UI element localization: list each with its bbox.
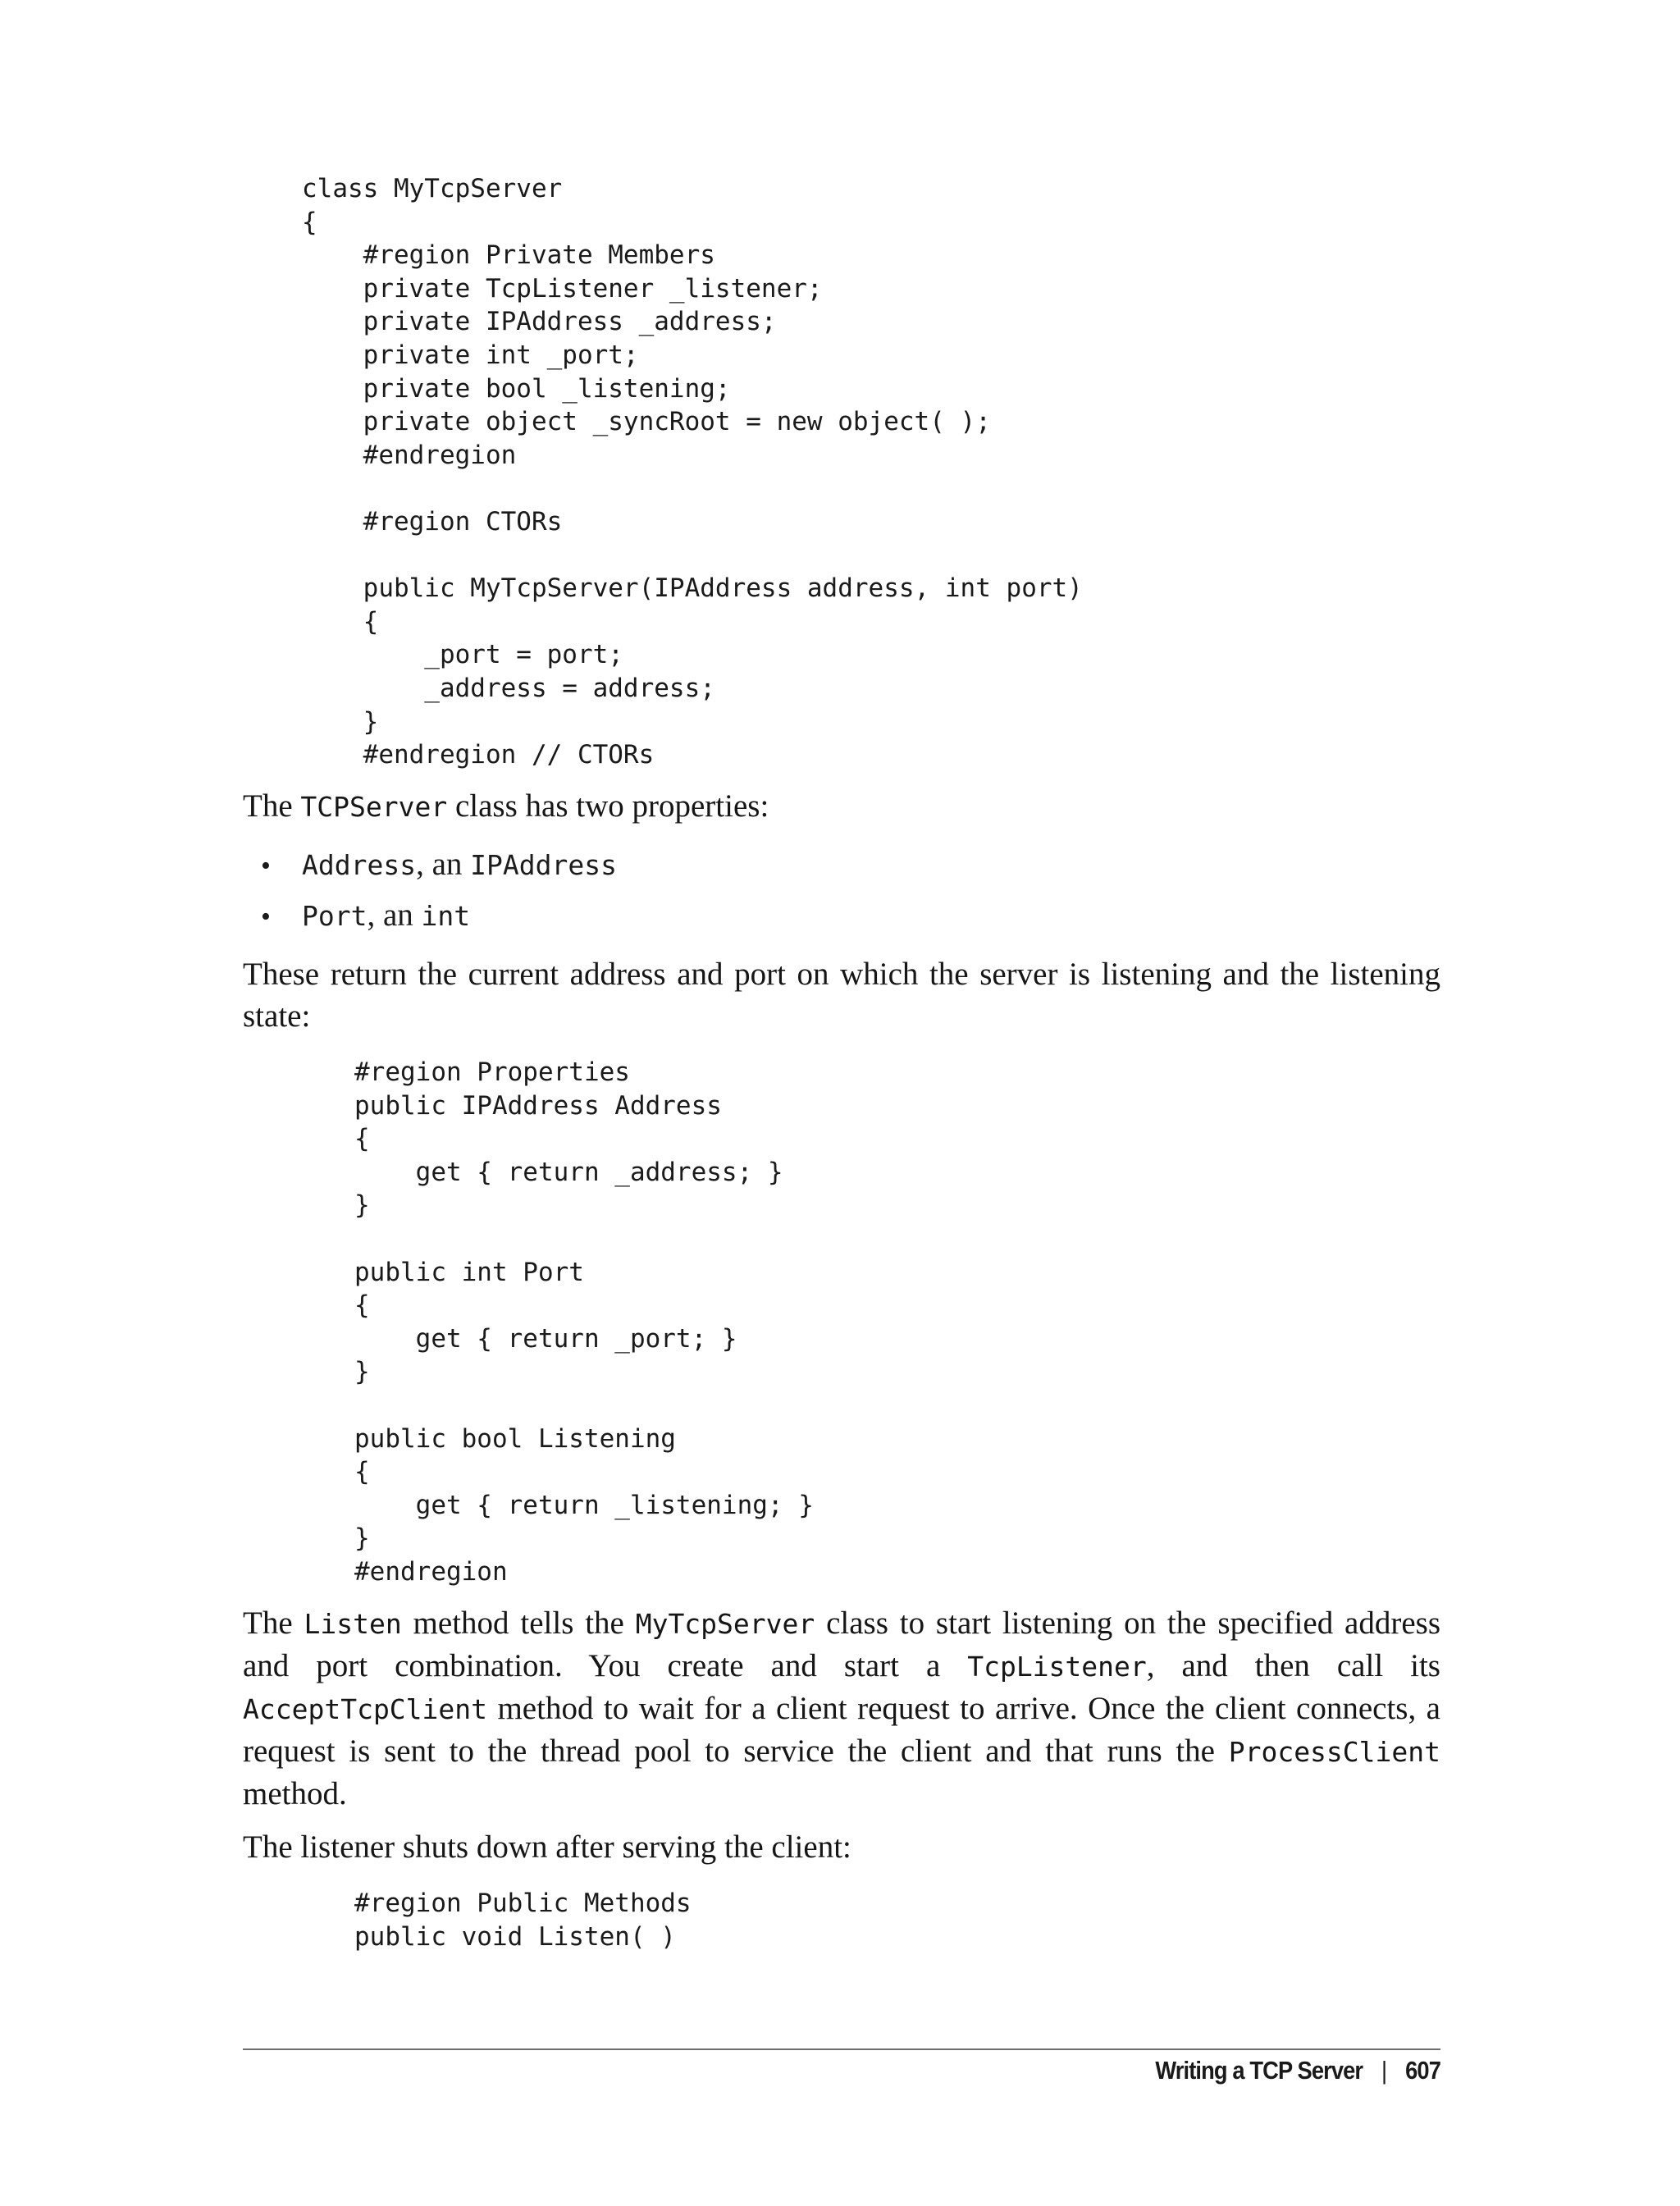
- footer-rule: [243, 2048, 1440, 2050]
- paragraph-properties-intro: [243, 785, 1440, 828]
- inline-code: Address: [302, 849, 417, 881]
- page-number: 607: [1405, 2056, 1440, 2085]
- code-block-class-definition: class MyTcpServer { #region Private Members private TcpListener _listener; private IPAddress _address; private int _port; private bool _listening; private object _syncRoot = new object( ); #endregion #region CTORs public MyTcpServer(IPAddress address, int port) { _port = port; _address = address; } #endregion // CTORs: [302, 174, 1083, 770]
- bullet-item-address: [261, 843, 617, 887]
- text-run: The: [243, 788, 301, 824]
- footer-section-title: Writing a TCP Server: [1155, 2056, 1363, 2085]
- bullet-icon: •: [261, 851, 271, 881]
- footer-separator: |: [1381, 2056, 1387, 2085]
- inline-code: IPAddress: [470, 849, 617, 881]
- text-run: The: [243, 1605, 304, 1641]
- text-run: class has two properties:: [447, 788, 769, 824]
- text-run: , an: [416, 847, 471, 882]
- inline-code: ProcessClient: [1228, 1736, 1440, 1768]
- text-run: , an: [367, 897, 422, 933]
- text-run: class to start listening on the specified address and port combination. You create and start a: [243, 1605, 1440, 1683]
- inline-code: Listen: [304, 1608, 402, 1640]
- inline-code: TCPServer: [300, 791, 448, 823]
- inline-code: TcpListener: [967, 1651, 1147, 1683]
- text-run: method.: [243, 1776, 347, 1811]
- bullet-item-port: [261, 894, 470, 938]
- paragraph-listen-method: [243, 1602, 1440, 1815]
- text-run: method tells the: [401, 1605, 636, 1641]
- inline-code: Port: [302, 900, 368, 932]
- inline-code: int: [421, 900, 471, 932]
- text-run: method to wait for a client request to arrive. Once the client connects, a request is sent to the thread pool to service the client and that runs the: [243, 1691, 1440, 1769]
- inline-code: AcceptTcpClient: [243, 1693, 488, 1725]
- page-footer: [1155, 2053, 1440, 2089]
- code-block-public-methods: #region Public Methods public void Listen( ): [354, 1889, 692, 1952]
- inline-code: MyTcpServer: [635, 1608, 815, 1640]
- text-run: , and then call its: [1146, 1648, 1440, 1683]
- paragraph-listener-shutdown: The listener shuts down after serving the client:: [243, 1829, 851, 1865]
- bullet-icon: •: [261, 902, 271, 932]
- code-block-properties: #region Properties public IPAddress Address { get { return _address; } } public int Port { get { return _port; } } public bool Listening { get { return _listening; } } #endregion: [354, 1057, 814, 1587]
- paragraph-properties-return: These return the current address and port on which the server is listening and the listening state:: [243, 957, 1440, 1034]
